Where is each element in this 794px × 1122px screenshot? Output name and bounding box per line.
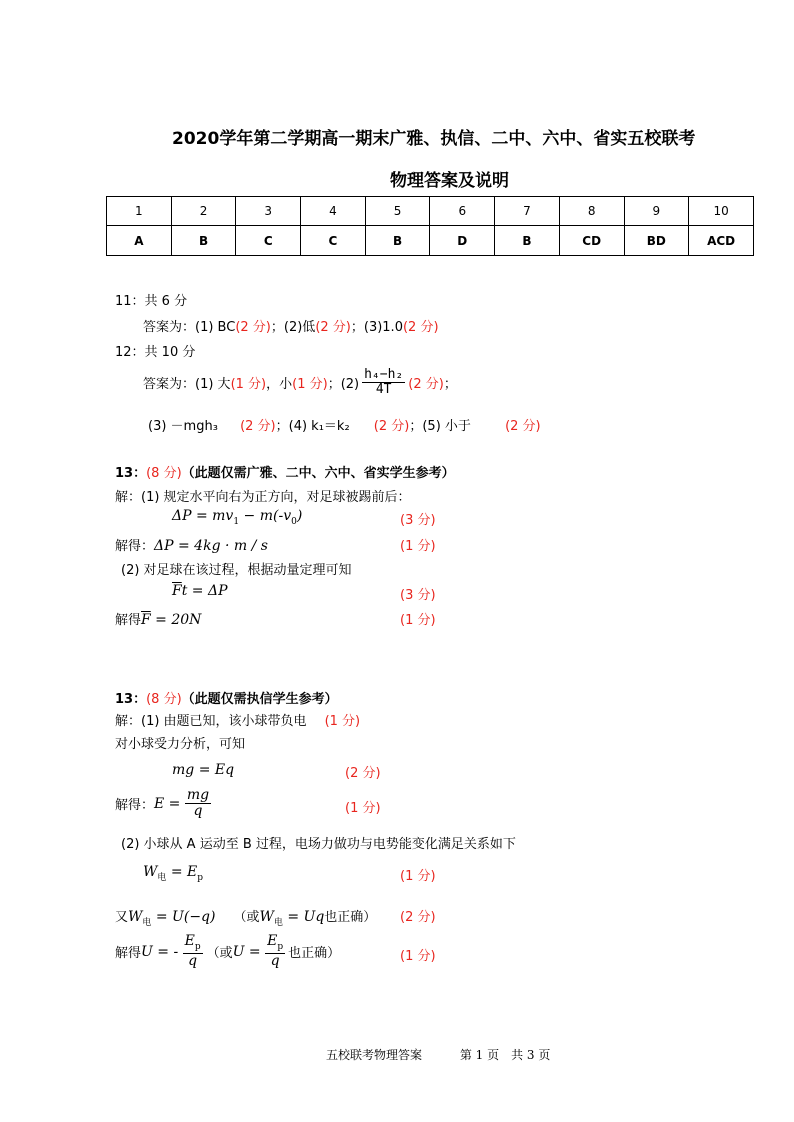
equation-voltage-result: U = - $\frac{E_p}{q}$ (141, 933, 201, 969)
q13b-l7-ok: 也正确） (324, 910, 377, 925)
score-mark: (2 分) (408, 377, 444, 393)
table-row-numbers (107, 197, 754, 226)
q13b-heading (115, 688, 338, 707)
q12-l2a: (3) －mgh₃ (148, 419, 218, 434)
table-cell: BD (624, 226, 689, 256)
q13b-l7-or: （或 (233, 910, 260, 925)
footer (326, 1046, 550, 1063)
table-cell: C (236, 226, 301, 256)
q13b-l7-prefix: 又 (115, 910, 129, 925)
table-cell: B (171, 226, 236, 256)
q13b-line5: (2) 小球从 A 运动至 B 过程，电场力做功与电势能变化满足关系如下 (121, 837, 516, 852)
footer-page-number: 第 1 页 共 3 页 (459, 1048, 551, 1062)
q13a-line3 (115, 535, 268, 554)
q13b-line2: 对小球受力分析，可知 (115, 737, 246, 752)
table-cell: 4 (301, 197, 366, 226)
q12-heading: 12：共 10 分 (115, 345, 196, 360)
subscript-electric: 电 (142, 917, 152, 928)
equation-work-voltage-alt: $W_电 = Uq$ (259, 909, 325, 928)
score-mark: (3 分) (400, 588, 436, 603)
score-mark: (1 分) (230, 377, 267, 393)
table-cell: 3 (236, 197, 301, 226)
equation-field-strength: E = $\frac{mg}{q}$ (154, 787, 210, 820)
equation-work-energy: $W_电 = E_p$ (143, 864, 204, 883)
q11-answer-line (143, 316, 439, 335)
q12-fraction (362, 368, 405, 398)
q13b-line4 (115, 788, 211, 820)
score-mark: (1 分) (400, 613, 436, 628)
q13a-number: 13： (115, 466, 147, 481)
table-cell: 8 (559, 197, 624, 226)
q12-tail: ； (443, 377, 457, 393)
answer-table (106, 196, 754, 256)
table-cell: B (495, 226, 560, 256)
table-cell: 5 (365, 197, 430, 226)
table-cell: ACD (689, 226, 754, 256)
score-mark: (2 分) (402, 320, 439, 335)
subscript-electric: 电 (273, 917, 283, 928)
q13b-l8-ok: 也正确） (288, 946, 341, 962)
solve-label: 解得 (115, 613, 142, 628)
solve-label: 解得： (115, 798, 155, 814)
q13a-line4: (2) 对足球在该过程，根据动量定理可知 (121, 563, 352, 578)
fraction-numerator: h₄−h₂ (364, 367, 404, 382)
score-mark: (8 分) (146, 692, 182, 707)
table-cell: 10 (689, 197, 754, 226)
table-cell: C (301, 226, 366, 256)
equation-voltage-alt: U = $\frac{E_p}{q}$ (232, 933, 284, 969)
q13a-line6 (115, 609, 201, 628)
q13b-line8 (115, 934, 340, 969)
score-mark: (1 分) (400, 949, 436, 964)
table-cell: D (430, 226, 495, 256)
q13a-note: （此题仅需广雅、二中、六中、省实学生参考） (181, 466, 455, 481)
q13a-line1: 解：(1) 规定水平向右为正方向，对足球被踢前后： (115, 490, 411, 505)
table-cell: 1 (107, 197, 172, 226)
q11-mid1: ；(2)低 (270, 320, 316, 335)
equation-momentum-change: $\Delta P = mv_1 - m(-v_0)$ (172, 508, 303, 527)
score-mark: (1 分) (292, 377, 328, 393)
q12-mid2: ；(2) (327, 377, 360, 393)
score-mark: (2 分) (240, 419, 276, 434)
table-cell: A (107, 226, 172, 256)
score-mark: (8 分) (146, 466, 182, 481)
q11-mid2: ；(3)1.0 (350, 320, 403, 335)
score-mark: (3 分) (400, 513, 436, 528)
table-cell: CD (559, 226, 624, 256)
equation-force-balance: mg = Eq (172, 762, 235, 778)
subscript-electric: 电 (157, 872, 167, 883)
footer-doc-name: 五校联考物理答案 (326, 1048, 423, 1062)
q12-answer-line1 (143, 368, 457, 398)
score-mark: (2 分) (315, 320, 351, 335)
score-mark: (2 分) (505, 419, 541, 434)
q12-l2b: ；(4) k₁＝k₂ (275, 419, 350, 434)
score-mark: (1 分) (345, 801, 381, 816)
table-cell: 2 (171, 197, 236, 226)
equation-momentum-result: ΔP = 4kg · m / s (154, 538, 268, 554)
q12-l2c: ；(5) 小于 (409, 419, 471, 434)
q13b-l8-or: （或 (206, 946, 233, 962)
score-mark: (2 分) (235, 320, 271, 335)
q13b-note: （此题仅需执信学生参考） (181, 692, 338, 707)
table-cell: B (365, 226, 430, 256)
equation-force-result: $\overline{F} = 20N$ (141, 612, 202, 628)
equation-work-voltage: $W_电 = U(-q)$ (128, 909, 216, 928)
score-mark: (2 分) (400, 910, 436, 925)
fraction-denominator: 4T (375, 382, 392, 398)
table-cell: 7 (495, 197, 560, 226)
score-mark: (2 分) (345, 766, 381, 781)
solve-label: 解得： (115, 539, 155, 554)
equation-impulse: $\overline{F}t = \Delta P$ (172, 583, 228, 599)
q11-prefix: 答案为：(1) BC (143, 320, 236, 335)
q12-mid1: ，小 (266, 377, 293, 393)
q13a-heading (115, 462, 455, 481)
table-cell: 6 (430, 197, 495, 226)
q13b-line7 (115, 906, 376, 928)
q13b-number: 13： (115, 692, 147, 707)
q13b-line1 (115, 710, 360, 729)
table-row-answers (107, 226, 754, 256)
q12-answer-line2 (148, 415, 541, 434)
solve-label: 解得 (115, 946, 142, 962)
score-mark: (1 分) (324, 714, 361, 729)
score-mark: (1 分) (400, 539, 436, 554)
q11-heading: 11：共 6 分 (115, 294, 188, 309)
q12-prefix: 答案为：(1) 大 (143, 377, 231, 393)
table-cell: 9 (624, 197, 689, 226)
document-subtitle: 物理答案及说明 (390, 171, 509, 191)
document-title: 2020学年第二学期高一期末广雅、执信、二中、六中、省实五校联考 (172, 129, 696, 149)
score-mark: (1 分) (400, 869, 436, 884)
q13b-l1-text: 解：(1) 由题已知，该小球带负电 (115, 714, 307, 729)
score-mark: (2 分) (373, 419, 410, 434)
